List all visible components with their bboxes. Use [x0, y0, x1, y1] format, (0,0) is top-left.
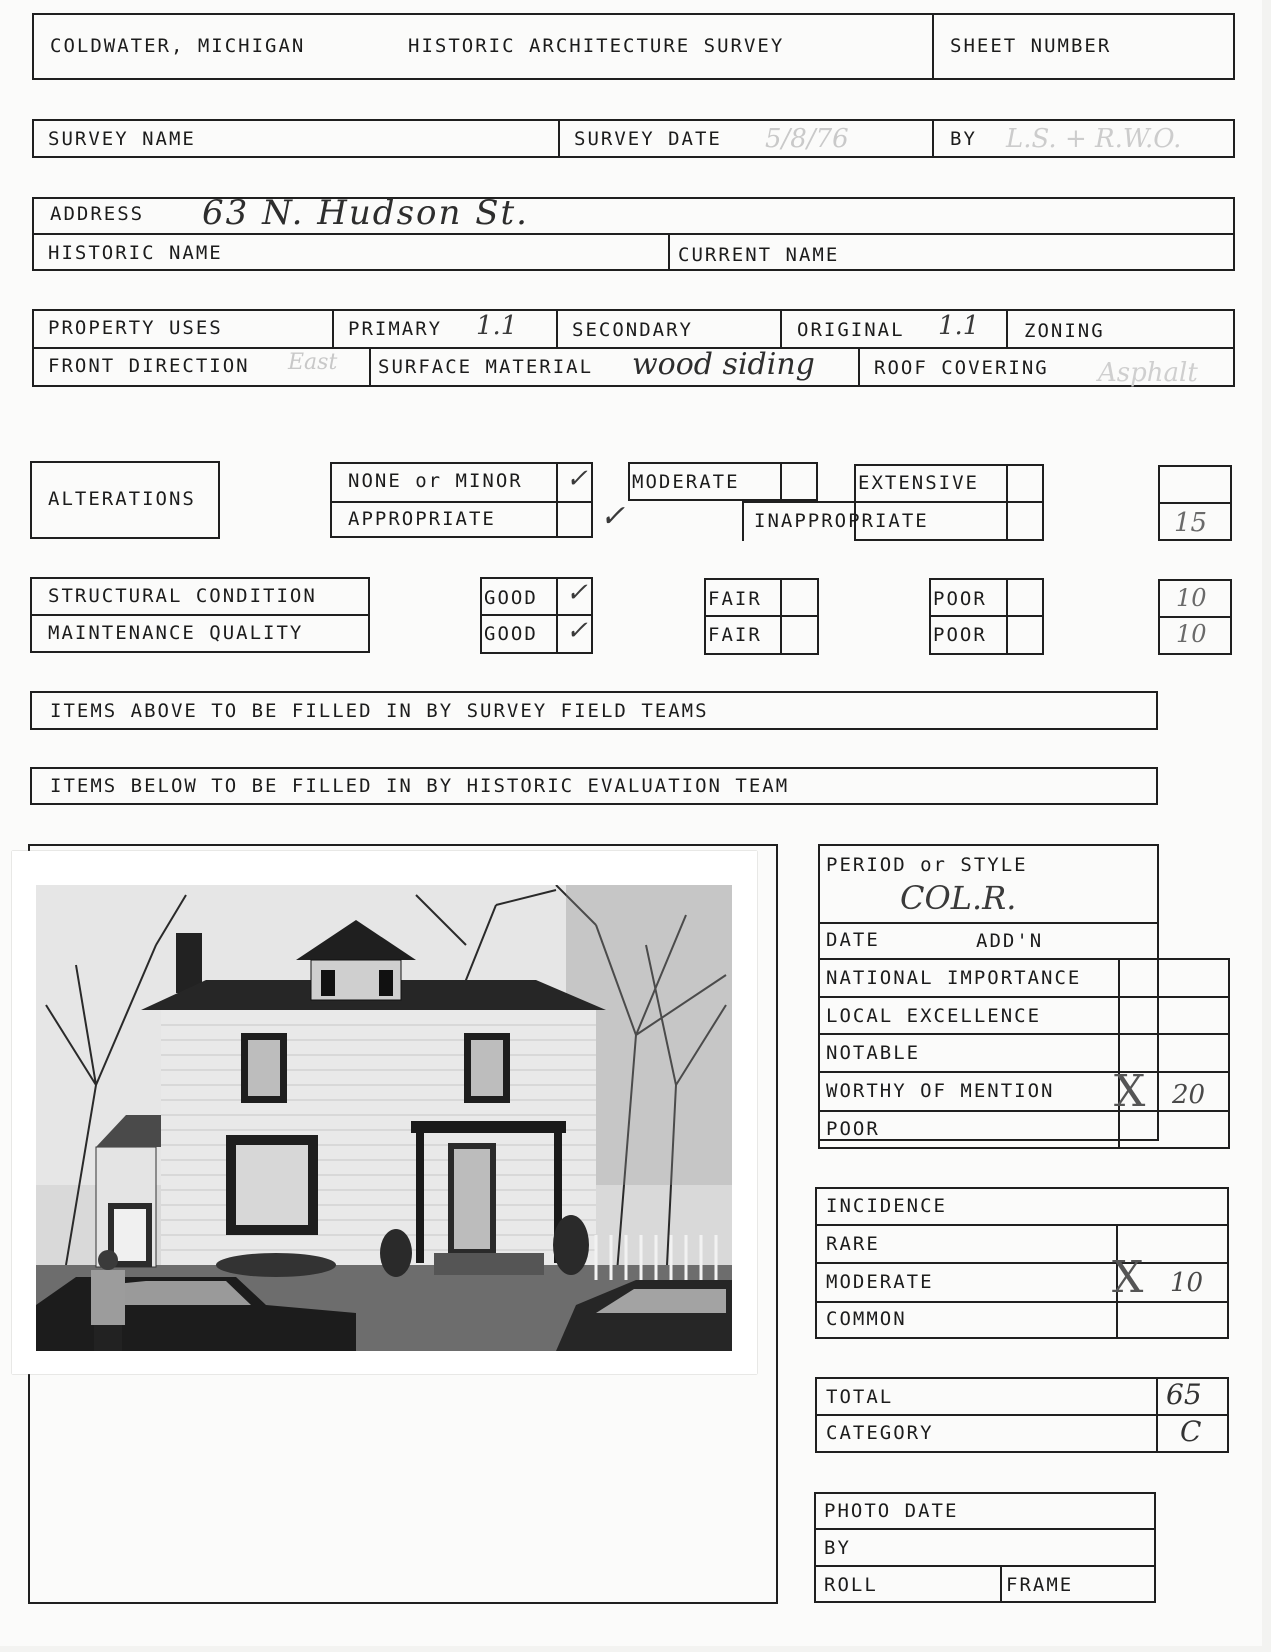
- incidence-label: INCIDENCE: [826, 1195, 947, 1217]
- national-importance-label: NATIONAL IMPORTANCE: [826, 967, 1082, 989]
- incidence-score: 10: [1170, 1268, 1204, 1298]
- inappropriate-label: INAPPROPRIATE: [754, 510, 929, 532]
- prop-div-5: [369, 347, 371, 387]
- inc-hline-3: [815, 1301, 1229, 1303]
- poor-hline: [929, 615, 1044, 617]
- location-label: COLDWATER, MICHIGAN: [50, 35, 306, 57]
- period-style-label: PERIOD or STYLE: [826, 854, 1028, 876]
- prop-div-4: [1006, 309, 1008, 347]
- worthy-of-mention-label: WORTHY OF MENTION: [826, 1080, 1055, 1102]
- address-hline: [32, 233, 1235, 235]
- total-label: TOTAL: [826, 1386, 894, 1408]
- imp-hline-1: [818, 996, 1230, 998]
- period-style-value: COL.R.: [900, 879, 1017, 917]
- photo-print: [12, 851, 757, 1374]
- maintenance-good-check: ✓: [566, 616, 588, 646]
- roof-covering-value: Asphalt: [1098, 358, 1198, 388]
- original-value: 1.1: [938, 311, 980, 341]
- good-check-div: [556, 577, 558, 654]
- cond-hline: [30, 614, 370, 616]
- addn-label: ADD'N: [976, 930, 1044, 952]
- inc-hline-2: [815, 1262, 1229, 1264]
- structural-good-label: GOOD: [484, 587, 538, 609]
- prop-div-3: [780, 309, 782, 347]
- front-direction-value: East: [288, 350, 338, 375]
- poor-label: POOR: [826, 1118, 880, 1140]
- moderate-label: MODERATE: [632, 471, 740, 493]
- structural-poor-label: POOR: [933, 588, 987, 610]
- fair-check-div: [780, 578, 782, 655]
- maintenance-fair-label: FAIR: [708, 624, 762, 646]
- structural-score: 10: [1176, 584, 1207, 612]
- form-title: HISTORIC ARCHITECTURE SURVEY: [408, 35, 785, 57]
- photo-hline-2: [814, 1565, 1156, 1567]
- imp-hline-3: [818, 1071, 1230, 1073]
- incidence-moderate-label: MODERATE: [826, 1271, 934, 1293]
- category-value: C: [1180, 1415, 1202, 1448]
- cond-score-hline: [1158, 616, 1232, 618]
- notes-above: ITEMS ABOVE TO BE FILLED IN BY SURVEY FIELD TEAMS: [50, 700, 709, 722]
- roll-label: ROLL: [824, 1574, 878, 1596]
- names-divider: [668, 233, 670, 271]
- common-label: COMMON: [826, 1308, 907, 1330]
- notes-below: ITEMS BELOW TO BE FILLED IN BY HISTORIC EVALUATION TEAM: [50, 775, 790, 797]
- surface-material-value: wood siding: [632, 347, 815, 382]
- survey-divider-1: [558, 119, 560, 158]
- historic-name-label: HISTORIC NAME: [48, 242, 223, 264]
- photo-area-right: [776, 844, 778, 1604]
- inc-hline-1: [815, 1224, 1229, 1226]
- ext-check-div: [1006, 464, 1008, 541]
- alterations-label: ALTERATIONS: [48, 488, 196, 510]
- none-minor-label: NONE or MINOR: [348, 470, 523, 492]
- frame-label: FRAME: [1006, 1574, 1074, 1596]
- roof-covering-label: ROOF COVERING: [874, 357, 1049, 379]
- primary-label: PRIMARY: [348, 318, 443, 340]
- importance-check-div: [1118, 958, 1120, 1149]
- incidence-mark: X: [1112, 1252, 1144, 1303]
- maintenance-score: 10: [1176, 620, 1207, 648]
- mod-check-div: [780, 462, 782, 501]
- appropriate-label: APPROPRIATE: [348, 508, 496, 530]
- alt-check-div: [556, 462, 558, 538]
- header-divider: [932, 13, 934, 80]
- photo-by-label: BY: [824, 1537, 851, 1559]
- photo-hline-1: [814, 1528, 1156, 1530]
- prop-div-1: [332, 309, 334, 347]
- house-photograph: [36, 885, 732, 1351]
- rare-label: RARE: [826, 1233, 880, 1255]
- property-uses-label: PROPERTY USES: [48, 317, 223, 339]
- imp-hline-2: [818, 1033, 1230, 1035]
- photo-area-top: [30, 844, 778, 846]
- original-label: ORIGINAL: [797, 319, 905, 341]
- period-hline: [818, 922, 1159, 924]
- alterations-score: 15: [1174, 508, 1208, 538]
- survey-date-value: 5/8/76: [765, 124, 849, 154]
- totals-hline: [815, 1414, 1229, 1416]
- photo-date-label: PHOTO DATE: [824, 1500, 959, 1522]
- survey-divider-2: [932, 119, 934, 158]
- primary-value: 1.1: [476, 311, 518, 341]
- front-direction-label: FRONT DIRECTION: [48, 355, 250, 377]
- extensive-label: EXTENSIVE: [858, 472, 979, 494]
- poor-check-div: [1006, 578, 1008, 655]
- notable-label: NOTABLE: [826, 1042, 921, 1064]
- category-label: CATEGORY: [826, 1422, 934, 1444]
- surface-material-label: SURFACE MATERIAL: [378, 356, 594, 378]
- local-excellence-label: LOCAL EXCELLENCE: [826, 1005, 1042, 1027]
- appropriate-check: ✓: [600, 499, 626, 534]
- maintenance-poor-label: POOR: [933, 624, 987, 646]
- none-minor-check: ✓: [566, 464, 588, 494]
- survey-date-label: SURVEY DATE: [574, 128, 722, 150]
- sheet-number-label: SHEET NUMBER: [950, 35, 1112, 57]
- structural-fair-label: FAIR: [708, 588, 762, 610]
- current-name-label: CURRENT NAME: [678, 244, 840, 266]
- prop-div-2: [556, 309, 558, 347]
- importance-score: 20: [1172, 1080, 1206, 1110]
- address-value: 63 N. Hudson St.: [202, 193, 529, 233]
- roll-frame-div: [1000, 1565, 1002, 1603]
- zoning-label: ZONING: [1024, 320, 1105, 342]
- imp-hline-4: [818, 1110, 1230, 1112]
- fair-hline: [704, 615, 819, 617]
- address-label: ADDRESS: [50, 203, 145, 225]
- worthy-mark: X: [1114, 1066, 1146, 1117]
- total-value: 65: [1166, 1378, 1202, 1411]
- photo-area-bottom: [28, 1602, 778, 1604]
- date-label: DATE: [826, 929, 880, 951]
- alt-hline-1: [330, 501, 593, 503]
- survey-name-label: SURVEY NAME: [48, 128, 196, 150]
- survey-by-value: L.S. + R.W.O.: [1006, 124, 1182, 154]
- ext-hline: [742, 501, 1044, 503]
- secondary-label: SECONDARY: [572, 319, 693, 341]
- survey-by-label: BY: [950, 128, 977, 150]
- inapp-left: [742, 501, 744, 541]
- structural-condition-label: STRUCTURAL CONDITION: [48, 585, 317, 607]
- prop-div-6: [858, 347, 860, 387]
- structural-good-check: ✓: [566, 578, 588, 608]
- maintenance-good-label: GOOD: [484, 623, 538, 645]
- alt-score-hline: [1158, 502, 1232, 504]
- maintenance-quality-label: MAINTENANCE QUALITY: [48, 622, 304, 644]
